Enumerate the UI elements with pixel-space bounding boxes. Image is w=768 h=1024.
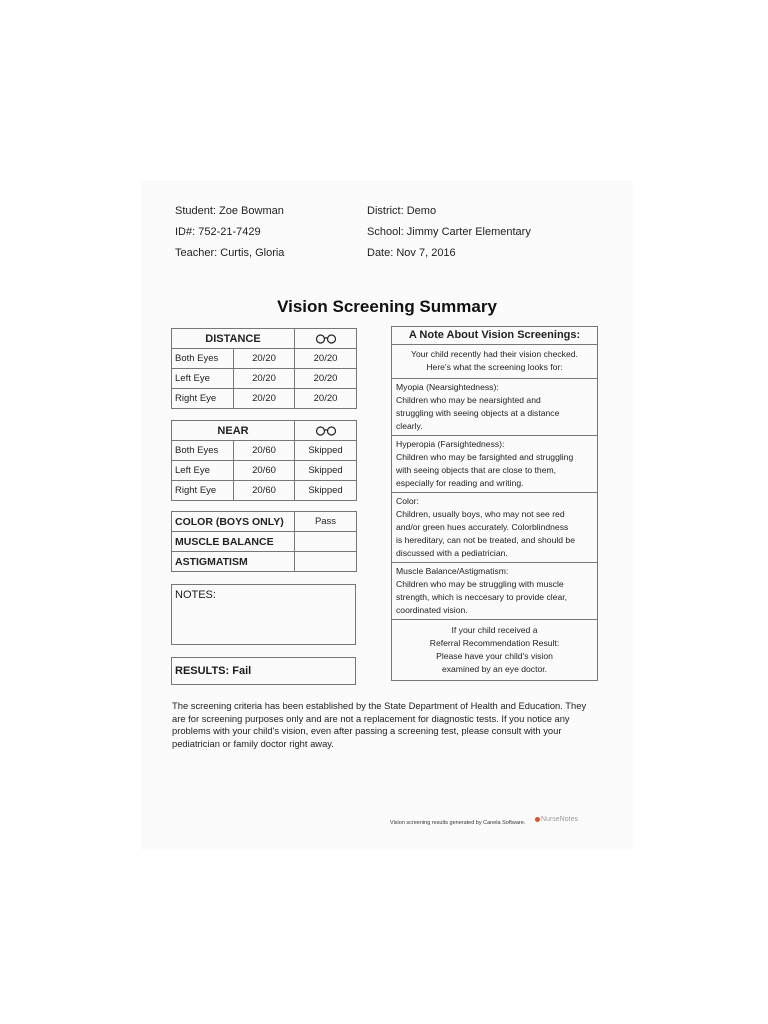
table-row: ASTIGMATISM: [172, 552, 357, 572]
teacher-name: Teacher: Curtis, Gloria: [175, 247, 285, 259]
page-title: Vision Screening Summary: [277, 297, 497, 316]
near-table: [171, 420, 357, 501]
screening-note-box: [391, 326, 598, 681]
glasses-icon: [315, 426, 337, 436]
distance-heading: DISTANCE: [172, 329, 295, 349]
other-tests-table: [171, 511, 357, 572]
credit-text: Vision screening results generated by Canela Software.: [390, 820, 526, 826]
note-hyperopia: Hyperopia (Farsightedness): Children who may be farsighted and struggling with seeing objects that are close to them, especially for reading and writing.: [392, 435, 597, 492]
note-intro: Your child recently had their vision checked. Here's what the screening looks for:: [392, 344, 597, 378]
note-muscle-balance: Muscle Balance/Astigmatism: Children who may be struggling with muscle strength, which is neccesary to provide clear, coordinated vision.: [392, 562, 597, 619]
near-heading: NEAR: [172, 421, 295, 441]
logo-icon: [535, 817, 540, 822]
table-row: Both Eyes 20/60 Skipped: [172, 441, 357, 461]
results-box: [171, 657, 356, 685]
student-name: Student: Zoe Bowman: [175, 205, 284, 217]
distance-table: [171, 328, 357, 409]
table-row: MUSCLE BALANCE: [172, 532, 357, 552]
nursenotes-logo: NurseNotes: [535, 816, 578, 823]
note-referral: If your child received a Referral Recommendation Result: Please have your child's vision examined by an eye doctor.: [392, 619, 597, 680]
glasses-icon: [315, 334, 337, 344]
results-value: RESULTS: Fail: [175, 665, 252, 677]
date: Date: Nov 7, 2016: [367, 247, 456, 259]
table-row: Left Eye 20/20 20/20: [172, 369, 357, 389]
table-row: Right Eye 20/20 20/20: [172, 389, 357, 409]
table-row: Right Eye 20/60 Skipped: [172, 481, 357, 501]
disclaimer-text: The screening criteria has been established by the State Department of Health and Education. They are for screening purposes only and are not a replacement for diagnostic tests. If you notice any problems with your child's vision, even after passing a screening test, please consult with your pediatrician or family doctor right away.: [172, 700, 587, 749]
notes-box: [171, 584, 356, 645]
student-id: ID#: 752-21-7429: [175, 226, 261, 238]
school: School: Jimmy Carter Elementary: [367, 226, 531, 238]
notes-label: NOTES:: [175, 589, 216, 601]
table-row: Both Eyes 20/20 20/20: [172, 349, 357, 369]
table-row: COLOR (BOYS ONLY) Pass: [172, 512, 357, 532]
table-row: Left Eye 20/60 Skipped: [172, 461, 357, 481]
note-color: Color: Children, usually boys, who may not see red and/or green hues accurately. Colorblindness is hereditary, can not be treated, and should be discussed with a pediatrician.: [392, 492, 597, 562]
district: District: Demo: [367, 205, 437, 217]
note-heading: A Note About Vision Screenings:: [408, 329, 581, 341]
note-myopia: Myopia (Nearsightedness): Children who may be nearsighted and struggling with seeing objects at a distance clearly.: [392, 378, 597, 435]
